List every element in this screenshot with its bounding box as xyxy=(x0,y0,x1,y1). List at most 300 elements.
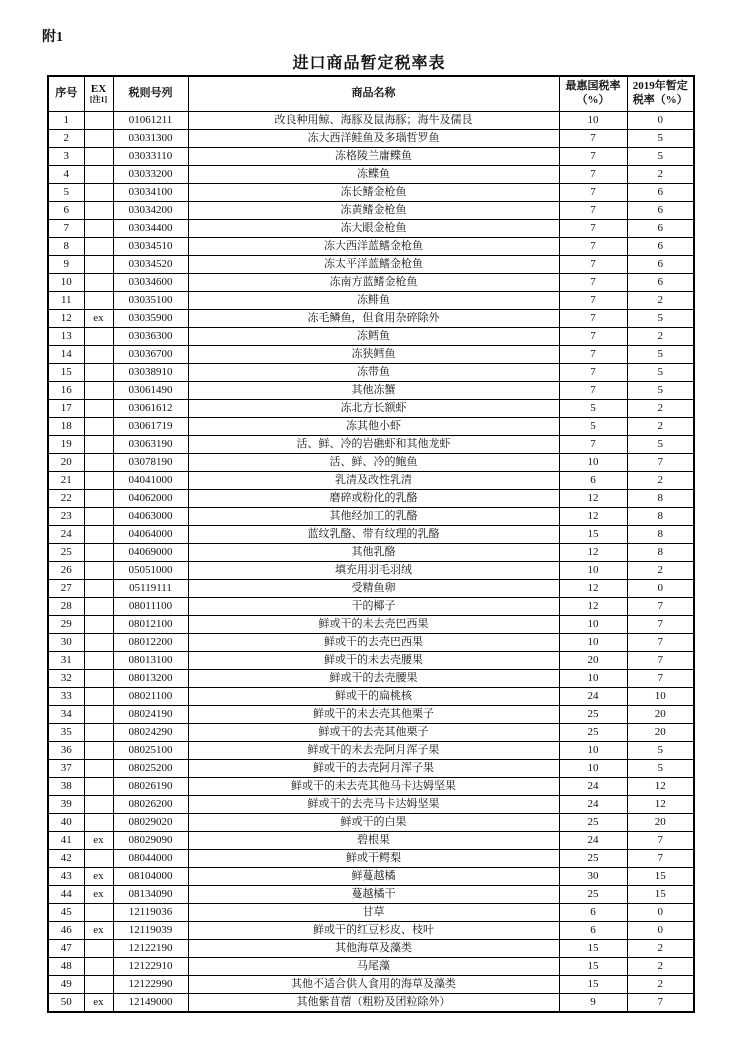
provisional-rate-cell: 20 xyxy=(627,724,694,742)
serial-number-cell: 43 xyxy=(48,868,84,886)
serial-number-cell: 10 xyxy=(48,274,84,292)
mfn-rate-cell: 25 xyxy=(559,886,627,904)
tariff-code-cell: 03036700 xyxy=(113,346,188,364)
product-name-cell: 其他冻蟹 xyxy=(188,382,559,400)
product-name-cell: 鲜或干的未去壳其他马卡达姆坚果 xyxy=(188,778,559,796)
tariff-code-cell: 03063190 xyxy=(113,436,188,454)
mfn-rate-cell: 10 xyxy=(559,634,627,652)
product-name-cell: 其他不适合供人食用的海草及藻类 xyxy=(188,976,559,994)
provisional-rate-cell: 2 xyxy=(627,418,694,436)
tariff-code-cell: 12119036 xyxy=(113,904,188,922)
mfn-rate-cell: 30 xyxy=(559,868,627,886)
provisional-rate-cell: 5 xyxy=(627,346,694,364)
mfn-rate-cell: 9 xyxy=(559,994,627,1013)
serial-number-cell: 33 xyxy=(48,688,84,706)
product-name-cell: 干的椰子 xyxy=(188,598,559,616)
mfn-rate-cell: 10 xyxy=(559,670,627,688)
product-name-cell: 鲜或干鳄梨 xyxy=(188,850,559,868)
tariff-code-cell: 12149000 xyxy=(113,994,188,1013)
ex-cell xyxy=(84,814,113,832)
product-name-cell: 活、鲜、冷的岩礁虾和其他龙虾 xyxy=(188,436,559,454)
ex-cell xyxy=(84,292,113,310)
ex-cell xyxy=(84,706,113,724)
provisional-rate-cell: 6 xyxy=(627,274,694,292)
mfn-rate-cell: 25 xyxy=(559,814,627,832)
ex-cell xyxy=(84,742,113,760)
table-row xyxy=(48,436,694,454)
product-name-cell: 冻南方蓝鳍金枪鱼 xyxy=(188,274,559,292)
provisional-rate-cell: 7 xyxy=(627,598,694,616)
provisional-rate-cell: 7 xyxy=(627,850,694,868)
serial-number-cell: 3 xyxy=(48,148,84,166)
tariff-code-cell: 08011100 xyxy=(113,598,188,616)
mfn-rate-cell: 15 xyxy=(559,526,627,544)
tariff-code-cell: 08044000 xyxy=(113,850,188,868)
mfn-rate-cell: 7 xyxy=(559,310,627,328)
provisional-rate-cell: 6 xyxy=(627,202,694,220)
ex-cell xyxy=(84,796,113,814)
provisional-rate-cell: 5 xyxy=(627,148,694,166)
ex-cell xyxy=(84,130,113,148)
serial-number-cell: 44 xyxy=(48,886,84,904)
serial-number-cell: 16 xyxy=(48,382,84,400)
tariff-code-cell: 12122910 xyxy=(113,958,188,976)
table-row xyxy=(48,418,694,436)
tariff-code-cell: 04064000 xyxy=(113,526,188,544)
tariff-code-cell: 04062000 xyxy=(113,490,188,508)
product-name-cell: 冻格陵兰庸鲽鱼 xyxy=(188,148,559,166)
tariff-code-cell: 03078190 xyxy=(113,454,188,472)
table-row xyxy=(48,868,694,886)
table-row xyxy=(48,184,694,202)
table-row xyxy=(48,850,694,868)
ex-cell xyxy=(84,364,113,382)
provisional-rate-cell: 10 xyxy=(627,688,694,706)
serial-number-cell: 49 xyxy=(48,976,84,994)
mfn-rate-cell: 10 xyxy=(559,454,627,472)
ex-cell: ex xyxy=(84,886,113,904)
mfn-rate-cell: 15 xyxy=(559,958,627,976)
ex-cell xyxy=(84,850,113,868)
mfn-rate-cell: 20 xyxy=(559,652,627,670)
tariff-code-cell: 08024190 xyxy=(113,706,188,724)
mfn-rate-cell: 7 xyxy=(559,436,627,454)
mfn-rate-cell: 7 xyxy=(559,148,627,166)
provisional-rate-cell: 12 xyxy=(627,796,694,814)
ex-cell xyxy=(84,346,113,364)
provisional-rate-cell: 2 xyxy=(627,940,694,958)
provisional-rate-cell: 2 xyxy=(627,400,694,418)
provisional-rate-cell: 8 xyxy=(627,490,694,508)
product-name-cell: 冻其他小虾 xyxy=(188,418,559,436)
product-name-cell: 磨碎或粉化的乳酪 xyxy=(188,490,559,508)
ex-cell xyxy=(84,904,113,922)
table-row xyxy=(48,778,694,796)
header-ex-label: EX xyxy=(90,82,107,95)
attachment-label: 附1 xyxy=(42,30,63,45)
provisional-rate-cell: 7 xyxy=(627,670,694,688)
ex-cell xyxy=(84,958,113,976)
ex-cell xyxy=(84,940,113,958)
table-row xyxy=(48,940,694,958)
provisional-rate-cell: 2 xyxy=(627,166,694,184)
mfn-rate-cell: 24 xyxy=(559,688,627,706)
mfn-rate-cell: 7 xyxy=(559,364,627,382)
ex-cell xyxy=(84,652,113,670)
provisional-rate-cell: 7 xyxy=(627,994,694,1013)
mfn-rate-cell: 7 xyxy=(559,166,627,184)
product-name-cell: 冻带鱼 xyxy=(188,364,559,382)
table-row xyxy=(48,364,694,382)
mfn-rate-cell: 7 xyxy=(559,328,627,346)
mfn-rate-cell: 7 xyxy=(559,274,627,292)
product-name-cell: 鲜或干的去壳其他栗子 xyxy=(188,724,559,742)
ex-cell: ex xyxy=(84,868,113,886)
serial-number-cell: 47 xyxy=(48,940,84,958)
provisional-rate-cell: 20 xyxy=(627,814,694,832)
provisional-rate-cell: 7 xyxy=(627,616,694,634)
ex-cell xyxy=(84,976,113,994)
product-name-cell: 冻狭鳕鱼 xyxy=(188,346,559,364)
product-name-cell: 鲜或干的去壳阿月浑子果 xyxy=(188,760,559,778)
mfn-rate-cell: 25 xyxy=(559,850,627,868)
provisional-rate-cell: 12 xyxy=(627,778,694,796)
mfn-rate-cell: 10 xyxy=(559,562,627,580)
mfn-rate-cell: 5 xyxy=(559,418,627,436)
table-row xyxy=(48,634,694,652)
header-product-name xyxy=(188,76,559,112)
ex-cell: ex xyxy=(84,994,113,1013)
product-name-cell: 受精鱼卵 xyxy=(188,580,559,598)
mfn-rate-cell: 7 xyxy=(559,202,627,220)
ex-cell xyxy=(84,256,113,274)
provisional-rate-cell: 7 xyxy=(627,454,694,472)
mfn-rate-cell: 12 xyxy=(559,580,627,598)
header-serial-number xyxy=(48,76,84,112)
serial-number-cell: 7 xyxy=(48,220,84,238)
mfn-rate-cell: 7 xyxy=(559,220,627,238)
table-row xyxy=(48,472,694,490)
product-name-cell: 冻大西洋鲑鱼及多瑙哲罗鱼 xyxy=(188,130,559,148)
serial-number-cell: 2 xyxy=(48,130,84,148)
header-row xyxy=(48,76,694,112)
mfn-rate-cell: 15 xyxy=(559,940,627,958)
table-row xyxy=(48,526,694,544)
serial-number-cell: 23 xyxy=(48,508,84,526)
serial-number-cell: 48 xyxy=(48,958,84,976)
serial-number-cell: 46 xyxy=(48,922,84,940)
provisional-rate-cell: 6 xyxy=(627,238,694,256)
mfn-rate-cell: 10 xyxy=(559,112,627,130)
table-row xyxy=(48,724,694,742)
serial-number-cell: 4 xyxy=(48,166,84,184)
tariff-code-cell: 03031300 xyxy=(113,130,188,148)
ex-cell xyxy=(84,202,113,220)
table-row xyxy=(48,688,694,706)
ex-cell xyxy=(84,328,113,346)
table-row xyxy=(48,598,694,616)
provisional-rate-cell: 2 xyxy=(627,472,694,490)
table-row xyxy=(48,904,694,922)
tariff-code-cell: 12119039 xyxy=(113,922,188,940)
serial-number-cell: 25 xyxy=(48,544,84,562)
product-name-cell: 冻太平洋蓝鳍金枪鱼 xyxy=(188,256,559,274)
header-2019-rate-line1: 2019年暂定 xyxy=(632,80,688,93)
provisional-rate-cell: 5 xyxy=(627,382,694,400)
tariff-code-cell: 03061719 xyxy=(113,418,188,436)
table-row xyxy=(48,562,694,580)
table-row xyxy=(48,832,694,850)
product-name-cell: 冻黄鳍金枪鱼 xyxy=(188,202,559,220)
header-mfn-rate-line1: 最惠国税率 xyxy=(565,80,621,93)
ex-cell xyxy=(84,454,113,472)
table-row xyxy=(48,976,694,994)
provisional-rate-cell: 0 xyxy=(627,112,694,130)
table-row xyxy=(48,166,694,184)
provisional-rate-cell: 5 xyxy=(627,760,694,778)
ex-cell xyxy=(84,490,113,508)
ex-cell xyxy=(84,148,113,166)
ex-cell xyxy=(84,562,113,580)
mfn-rate-cell: 25 xyxy=(559,724,627,742)
mfn-rate-cell: 24 xyxy=(559,796,627,814)
mfn-rate-cell: 12 xyxy=(559,544,627,562)
provisional-rate-cell: 8 xyxy=(627,508,694,526)
serial-number-cell: 26 xyxy=(48,562,84,580)
serial-number-cell: 30 xyxy=(48,634,84,652)
table-row xyxy=(48,616,694,634)
tariff-code-cell: 08021100 xyxy=(113,688,188,706)
header-2019-provisional-rate xyxy=(627,76,694,112)
table-body xyxy=(48,112,694,1013)
product-name-cell: 鲜或干的扁桃核 xyxy=(188,688,559,706)
table-row xyxy=(48,220,694,238)
tariff-code-cell: 08025200 xyxy=(113,760,188,778)
serial-number-cell: 9 xyxy=(48,256,84,274)
tariff-code-cell: 04069000 xyxy=(113,544,188,562)
serial-number-cell: 29 xyxy=(48,616,84,634)
ex-cell xyxy=(84,634,113,652)
serial-number-cell: 36 xyxy=(48,742,84,760)
mfn-rate-cell: 7 xyxy=(559,130,627,148)
ex-cell xyxy=(84,778,113,796)
tariff-code-cell: 03035100 xyxy=(113,292,188,310)
product-name-cell: 冻鲱鱼 xyxy=(188,292,559,310)
tariff-code-cell: 03061612 xyxy=(113,400,188,418)
serial-number-cell: 37 xyxy=(48,760,84,778)
mfn-rate-cell: 7 xyxy=(559,256,627,274)
table-row xyxy=(48,706,694,724)
product-name-cell: 鲜或干的未去壳其他栗子 xyxy=(188,706,559,724)
serial-number-cell: 15 xyxy=(48,364,84,382)
ex-cell xyxy=(84,436,113,454)
table-row xyxy=(48,670,694,688)
ex-cell xyxy=(84,724,113,742)
product-name-cell: 鲜或干的未去壳腰果 xyxy=(188,652,559,670)
serial-number-cell: 12 xyxy=(48,310,84,328)
provisional-rate-cell: 2 xyxy=(627,328,694,346)
header-2019-rate-line2: 税率（%） xyxy=(632,94,688,106)
tariff-code-cell: 08025100 xyxy=(113,742,188,760)
tariff-code-cell: 12122990 xyxy=(113,976,188,994)
tariff-code-cell: 03033110 xyxy=(113,148,188,166)
table-row xyxy=(48,238,694,256)
table-row xyxy=(48,292,694,310)
provisional-rate-cell: 15 xyxy=(627,868,694,886)
provisional-rate-cell: 20 xyxy=(627,706,694,724)
header-tariff-code-label: 税则号列 xyxy=(128,87,173,100)
provisional-rate-cell: 6 xyxy=(627,220,694,238)
page-title: 进口商品暂定税率表 xyxy=(292,55,446,72)
provisional-rate-cell: 2 xyxy=(627,958,694,976)
table-row xyxy=(48,382,694,400)
ex-cell xyxy=(84,526,113,544)
product-name-cell: 活、鲜、冷的鲍鱼 xyxy=(188,454,559,472)
product-name-cell: 冻鳕鱼 xyxy=(188,328,559,346)
tariff-code-cell: 03034510 xyxy=(113,238,188,256)
product-name-cell: 冻大眼金枪鱼 xyxy=(188,220,559,238)
serial-number-cell: 31 xyxy=(48,652,84,670)
ex-cell xyxy=(84,220,113,238)
table-row xyxy=(48,490,694,508)
product-name-cell: 其他海草及藻类 xyxy=(188,940,559,958)
mfn-rate-cell: 24 xyxy=(559,778,627,796)
tariff-code-cell: 08013200 xyxy=(113,670,188,688)
mfn-rate-cell: 6 xyxy=(559,922,627,940)
tariff-code-cell: 03036300 xyxy=(113,328,188,346)
serial-number-cell: 32 xyxy=(48,670,84,688)
serial-number-cell: 20 xyxy=(48,454,84,472)
table-row xyxy=(48,508,694,526)
ex-cell xyxy=(84,598,113,616)
tariff-code-cell: 03061490 xyxy=(113,382,188,400)
table-row xyxy=(48,580,694,598)
mfn-rate-cell: 24 xyxy=(559,832,627,850)
product-name-cell: 鲜或干的未去壳巴西果 xyxy=(188,616,559,634)
ex-cell: ex xyxy=(84,832,113,850)
ex-cell xyxy=(84,382,113,400)
table-row xyxy=(48,310,694,328)
serial-number-cell: 24 xyxy=(48,526,84,544)
tariff-code-cell: 12122190 xyxy=(113,940,188,958)
tariff-code-cell: 03034600 xyxy=(113,274,188,292)
serial-number-cell: 13 xyxy=(48,328,84,346)
table-row xyxy=(48,202,694,220)
serial-number-cell: 27 xyxy=(48,580,84,598)
tariff-code-cell: 08134090 xyxy=(113,886,188,904)
tariff-code-cell: 04041000 xyxy=(113,472,188,490)
serial-number-cell: 1 xyxy=(48,112,84,130)
ex-cell xyxy=(84,670,113,688)
table-row xyxy=(48,400,694,418)
serial-number-cell: 42 xyxy=(48,850,84,868)
table-row xyxy=(48,454,694,472)
product-name-cell: 其他经加工的乳酪 xyxy=(188,508,559,526)
provisional-rate-cell: 6 xyxy=(627,184,694,202)
tariff-code-cell: 08012100 xyxy=(113,616,188,634)
header-ex-note: [注1] xyxy=(89,95,108,105)
serial-number-cell: 5 xyxy=(48,184,84,202)
mfn-rate-cell: 5 xyxy=(559,400,627,418)
serial-number-cell: 38 xyxy=(48,778,84,796)
tariff-code-cell: 08012200 xyxy=(113,634,188,652)
provisional-rate-cell: 0 xyxy=(627,580,694,598)
ex-cell xyxy=(84,580,113,598)
table-row xyxy=(48,112,694,130)
serial-number-cell: 19 xyxy=(48,436,84,454)
table-row xyxy=(48,328,694,346)
mfn-rate-cell: 7 xyxy=(559,184,627,202)
product-name-cell: 冻毛鳞鱼，但食用杂碎除外 xyxy=(188,310,559,328)
tariff-code-cell: 03034100 xyxy=(113,184,188,202)
serial-number-cell: 45 xyxy=(48,904,84,922)
table-row xyxy=(48,958,694,976)
table-row xyxy=(48,760,694,778)
ex-cell xyxy=(84,166,113,184)
serial-number-cell: 39 xyxy=(48,796,84,814)
provisional-rate-cell: 8 xyxy=(627,544,694,562)
product-name-cell: 填充用羽毛羽绒 xyxy=(188,562,559,580)
ex-cell xyxy=(84,400,113,418)
ex-cell xyxy=(84,274,113,292)
table-row xyxy=(48,814,694,832)
provisional-rate-cell: 7 xyxy=(627,652,694,670)
mfn-rate-cell: 25 xyxy=(559,706,627,724)
mfn-rate-cell: 12 xyxy=(559,598,627,616)
tariff-code-cell: 08026190 xyxy=(113,778,188,796)
product-name-cell: 冻长鳍金枪鱼 xyxy=(188,184,559,202)
mfn-rate-cell: 10 xyxy=(559,760,627,778)
provisional-rate-cell: 8 xyxy=(627,526,694,544)
serial-number-cell: 8 xyxy=(48,238,84,256)
ex-cell xyxy=(84,238,113,256)
serial-number-cell: 28 xyxy=(48,598,84,616)
header-serial-number-label: 序号 xyxy=(55,87,78,100)
serial-number-cell: 14 xyxy=(48,346,84,364)
tariff-code-cell: 03034520 xyxy=(113,256,188,274)
provisional-rate-cell: 2 xyxy=(627,292,694,310)
header-tariff-code xyxy=(113,76,188,112)
table-row xyxy=(48,256,694,274)
table-row xyxy=(48,796,694,814)
product-name-cell: 乳清及改性乳清 xyxy=(188,472,559,490)
provisional-rate-cell: 6 xyxy=(627,256,694,274)
product-name-cell: 鲜蔓越橘 xyxy=(188,868,559,886)
mfn-rate-cell: 6 xyxy=(559,472,627,490)
serial-number-cell: 22 xyxy=(48,490,84,508)
tariff-code-cell: 03034200 xyxy=(113,202,188,220)
tariff-code-cell: 08029020 xyxy=(113,814,188,832)
serial-number-cell: 21 xyxy=(48,472,84,490)
table-row xyxy=(48,742,694,760)
product-name-cell: 马尾藻 xyxy=(188,958,559,976)
table-row xyxy=(48,274,694,292)
product-name-cell: 鲜或干的去壳腰果 xyxy=(188,670,559,688)
tariff-code-cell: 03033200 xyxy=(113,166,188,184)
mfn-rate-cell: 7 xyxy=(559,292,627,310)
product-name-cell: 碧根果 xyxy=(188,832,559,850)
product-name-cell: 鲜或干的去壳巴西果 xyxy=(188,634,559,652)
serial-number-cell: 41 xyxy=(48,832,84,850)
serial-number-cell: 40 xyxy=(48,814,84,832)
ex-cell: ex xyxy=(84,310,113,328)
mfn-rate-cell: 10 xyxy=(559,742,627,760)
product-name-cell: 冻大西洋蓝鳍金枪鱼 xyxy=(188,238,559,256)
ex-cell xyxy=(84,508,113,526)
ex-cell xyxy=(84,760,113,778)
serial-number-cell: 11 xyxy=(48,292,84,310)
serial-number-cell: 34 xyxy=(48,706,84,724)
